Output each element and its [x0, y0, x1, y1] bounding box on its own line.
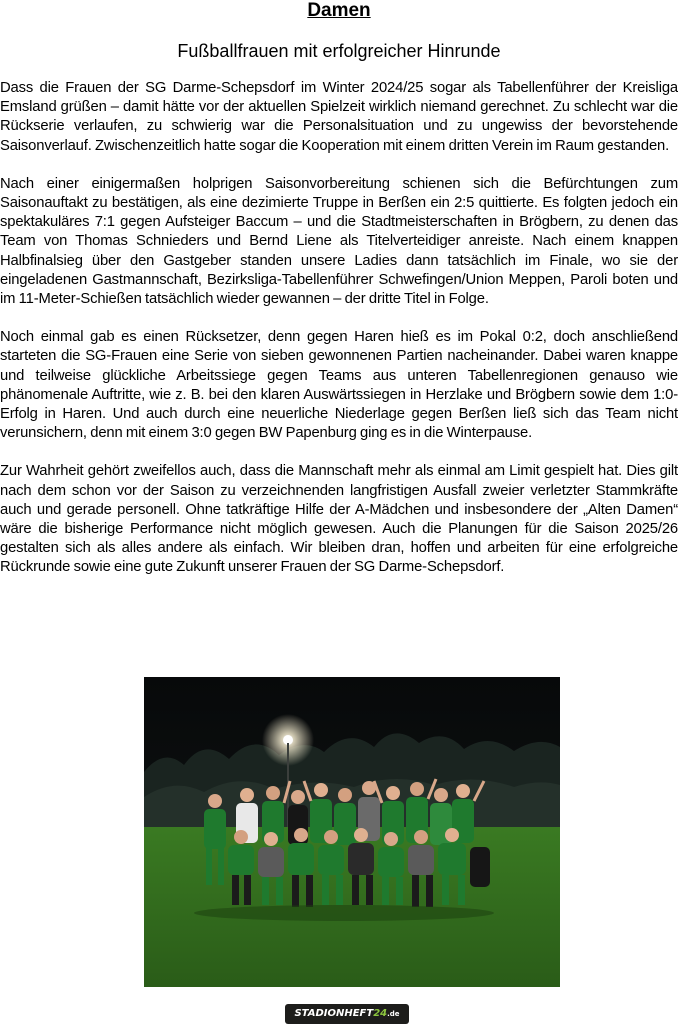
article-paragraph-3: Noch einmal gab es einen Rücksetzer, denn gegen Haren hieß es im Pokal 0:2, doch anschließend starteten die SG-Frauen eine Serie von sieben gewonnenen Partien nacheinander. Dabei waren knappe und teilweise glückliche Arbeitssiege gegen Teams aus unteren Tabellenregionen genauso wie phänomenale Auftritte, wie z. B. bei den klaren Auswärtssiegen in Herzlake und Brögbern sowie dem 1:0-Erfolg in Haren. Und auch durch eine neuerliche Niederlage gegen Berßen ließ sich das Team nicht verunsichern, denn mit einem 3:0 gegen BW Papenburg ging es in die Winterpause. [0, 329, 678, 442]
logo-tld-text: .de [387, 1010, 400, 1018]
logo-main-text: STADIONHEFT [294, 1008, 374, 1019]
stadionheft24-logo [285, 1004, 409, 1024]
article-paragraph-4: Zur Wahrheit gehört zweifellos auch, dass die Mannschaft mehr als einmal am Limit gespielt hat. Dies gilt nach dem schon vor der Saison zu verzeichnenden langfristigen Ausfall zweier verletzter Stammkräfte auch und gerade personell. Ohne tatkräftige Hilfe der A-Mädchen und insbesondere der „Alten Damen“ wäre die bisherige Performance nicht möglich gewesen. Auch die Planungen für die Saison 2025/26 gestalten sich als alles andere als einfach. Wir bleiben dran, hoffen und arbeiten für eine erfolgreiche Rückrunde sowie eine gute Zukunft unserer Frauen der SG Darme-Schepsdorf. [0, 463, 678, 576]
article-title: Fußballfrauen mit erfolgreicher Hinrunde [177, 41, 501, 61]
page-heading: Damen [307, 0, 371, 21]
article-body [0, 79, 678, 597]
article-paragraph-1: Dass die Frauen der SG Darme-Schepsdorf im Winter 2024/25 sogar als Tabellenführer der Kreisliga Emsland grüßen – damit hätte vor der aktuellen Spielzeit wirklich niemand gerechnet. Zu schlecht war die Rückserie verlaufen, zu schwierig war die Personalsituation und zu ungewiss der bevorstehende Saisonverlauf. Zwischenzeitlich hatte sogar die Kooperation mit einem dritten Verein im Raum gestanden. [0, 80, 678, 154]
team-photo [144, 677, 560, 987]
article-paragraph-2: Nach einer einigermaßen holprigen Saisonvorbereitung schienen sich die Befürchtungen zum Saisonauftakt zu bestätigen, als eine dezimierte Truppe in Berßen ein 2:5 quittierte. Es folgten jedoch ein spektakuläres 7:1 gegen Aufsteiger Baccum – und die Stadtmeisterschaften in Brögbern, zu denen das Team von Thomas Schnieders und Bernd Liene als Titelverteidiger anreiste. Nach einem knappen Halbfinalsieg über den Gastgeber standen unsere Ladies dann tatsächlich im Finale, wo sie der eingeladenen Gastmannschaft, Bezirksliga-Tabellenführer Schwefingen/Union Meppen, Paroli boten und im 11-Meter-Schießen tatsächlich wieder gewannen – der dritte Titel in Folge. [0, 175, 678, 308]
logo-accent-text: 24 [373, 1008, 388, 1019]
